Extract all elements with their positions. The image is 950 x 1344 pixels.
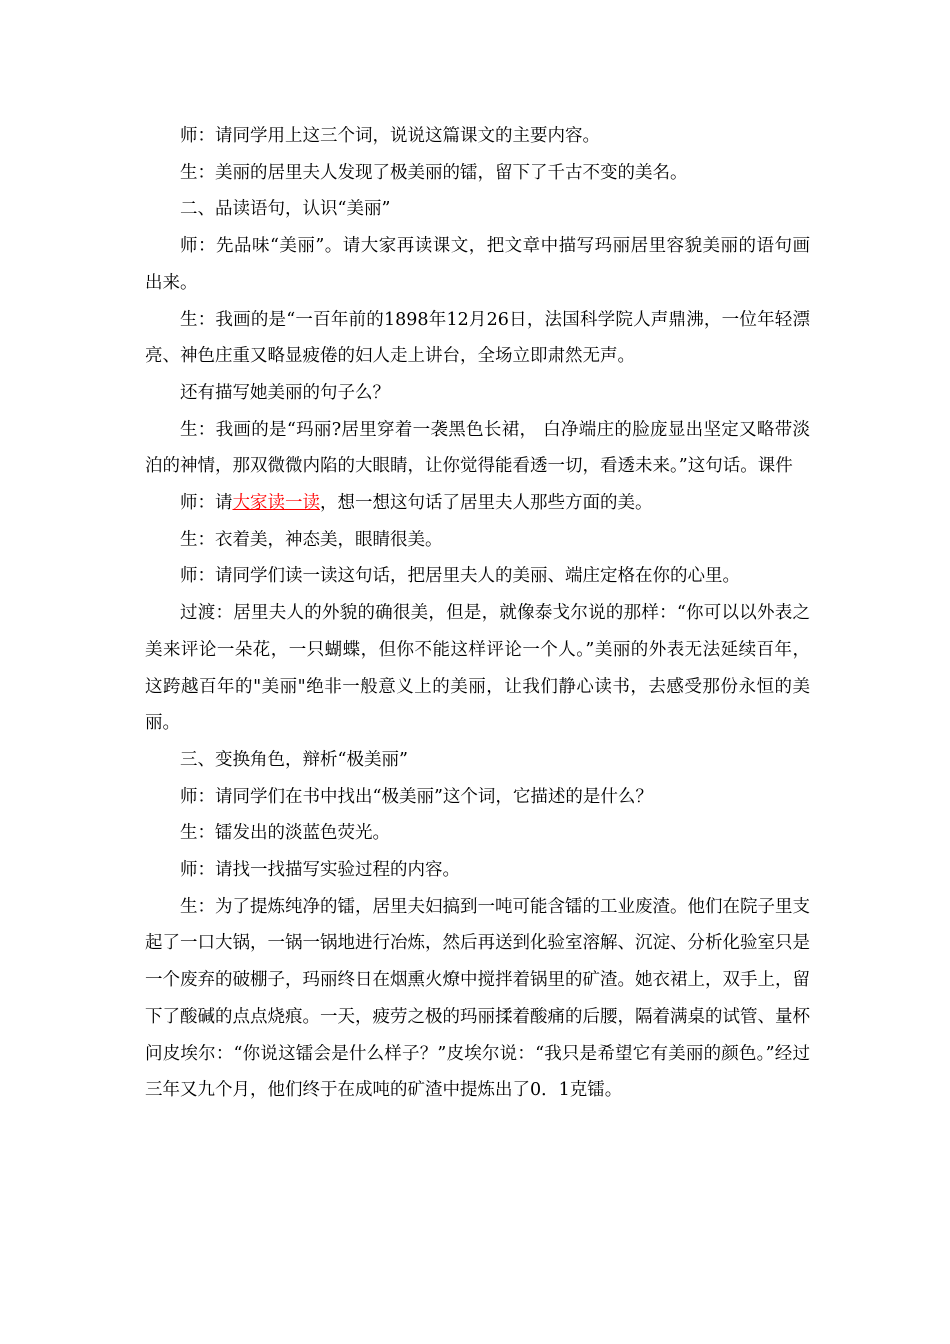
paragraph-teacher-experiment: 师：请找一找描写实验过程的内容。 [180, 860, 460, 881]
section-heading-3: 三、变换角色，辩析“极美丽” [180, 749, 408, 770]
document-body [145, 118, 810, 1109]
paragraph-teacher-beauty: 师：先品味“美丽”。请大家再读课文，把文章中描写玛丽居里容貌美丽的语句画出来。 [145, 236, 810, 293]
section-heading-2: 二、品读语句，认识“美丽” [180, 199, 391, 220]
paragraph-text-before: 师：请 [180, 493, 233, 514]
paragraph-teacher-find: 师：请同学们在书中找出“极美丽”这个词，它描述的是什么？ [180, 786, 653, 807]
paragraph-student-glow: 生：镭发出的淡蓝色荧光。 [180, 823, 390, 844]
paragraph-transition: 过渡：居里夫人的外貌的确很美，但是，就像泰戈尔说的那样：“你可以以外表之美来评论一朵花，一只蝴蝶，但你不能这样评论一个人。”美丽的外表无法延续百年，这跨越百年的"美丽"绝非一般意义上的美丽，让我们静心读书，去感受那份永恒的美丽。 [145, 603, 810, 734]
read-together-link[interactable]: 大家读一读 [232, 493, 320, 514]
paragraph-student-answer: 生：美丽的居里夫人发现了极美丽的镭，留下了千古不变的美名。 [180, 162, 688, 183]
paragraph-text-after: ，想一想这句话了居里夫人那些方面的美。 [320, 493, 653, 514]
paragraph-more-sentences: 还有描写她美丽的句子么？ [180, 382, 390, 403]
paragraph-student-beauty: 生：衣着美，神态美，眼睛很美。 [180, 529, 443, 550]
paragraph-teacher-read [145, 485, 810, 522]
paragraph-teacher-read-again: 师：请同学们读一读这句话，把居里夫人的美丽、端庄定格在你的心里。 [180, 566, 740, 587]
paragraph-teacher-summary: 师：请同学用上这三个词，说说这篇课文的主要内容。 [180, 126, 600, 146]
paragraph-student-quote-2: 生：我画的是“玛丽?居里穿着一袭黑色长裙， 白净端庄的脸庞显出坚定又略带淡泊的神情，那双微微内陷的大眼睛，让你觉得能看透一切，看透未来。”这句话。课件 [145, 419, 810, 477]
paragraph-student-experiment: 生：为了提炼纯净的镭，居里夫妇搞到一吨可能含镭的工业废渣。他们在院子里支起了一口大锅，一锅一锅地进行冶炼，然后再送到化验室溶解、沉淀、分析化验室只是一个废弃的破棚子，玛丽终日在烟熏火燎中搅拌着锅里的矿渣。她衣裙上，双手上，留下了酸碱的点点烧痕。一天，疲劳之极的玛丽揉着酸痛的后腰，隔着满桌的试管、量杯问皮埃尔：“你说这镭会是什么样子？”皮埃尔说：“我只是希望它有美丽的颜色。”经过三年又九个月，他们终于在成吨的矿渣中提炼出了0．1克镭。 [145, 896, 810, 1101]
paragraph-student-quote-1: 生：我画的是“一百年前的1898年12月26日，法国科学院人声鼎沸，一位年轻漂亮、神色庄重又略显疲倦的妇人走上讲台，全场立即肃然无声。 [145, 309, 810, 367]
